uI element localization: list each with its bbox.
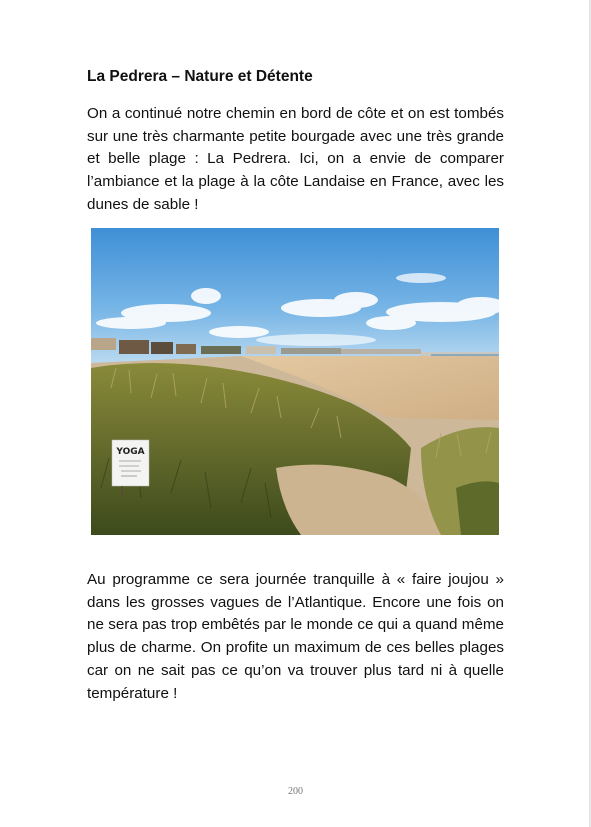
yoga-sign-text: YOGA	[116, 447, 145, 457]
beach-photo	[91, 228, 499, 535]
paragraph-intro: On a continué notre chemin en bord de côte et on est tombés sur une très charmante petite bourgade avec une très grande et belle plage : La Pedrera. Ici, on a envie de comparer l’ambiance et la plage à la côte Landaise en France, avec les dunes de sable !	[87, 105, 504, 213]
page-number: 200	[288, 786, 303, 797]
paragraph-program: Au programme ce sera journée tranquille à « faire joujou » dans les grosses vagues de l’Atlantique. Encore une fois on ne sera pas trop embêtés par le monde ce qui a quand même plus de charme. On profite un maximum de ces belles plages car on ne sait pas ce qu’on va trouver plus tard ni à quelle température !	[87, 571, 504, 702]
section-title: La Pedrera – Nature et Détente	[87, 68, 313, 85]
